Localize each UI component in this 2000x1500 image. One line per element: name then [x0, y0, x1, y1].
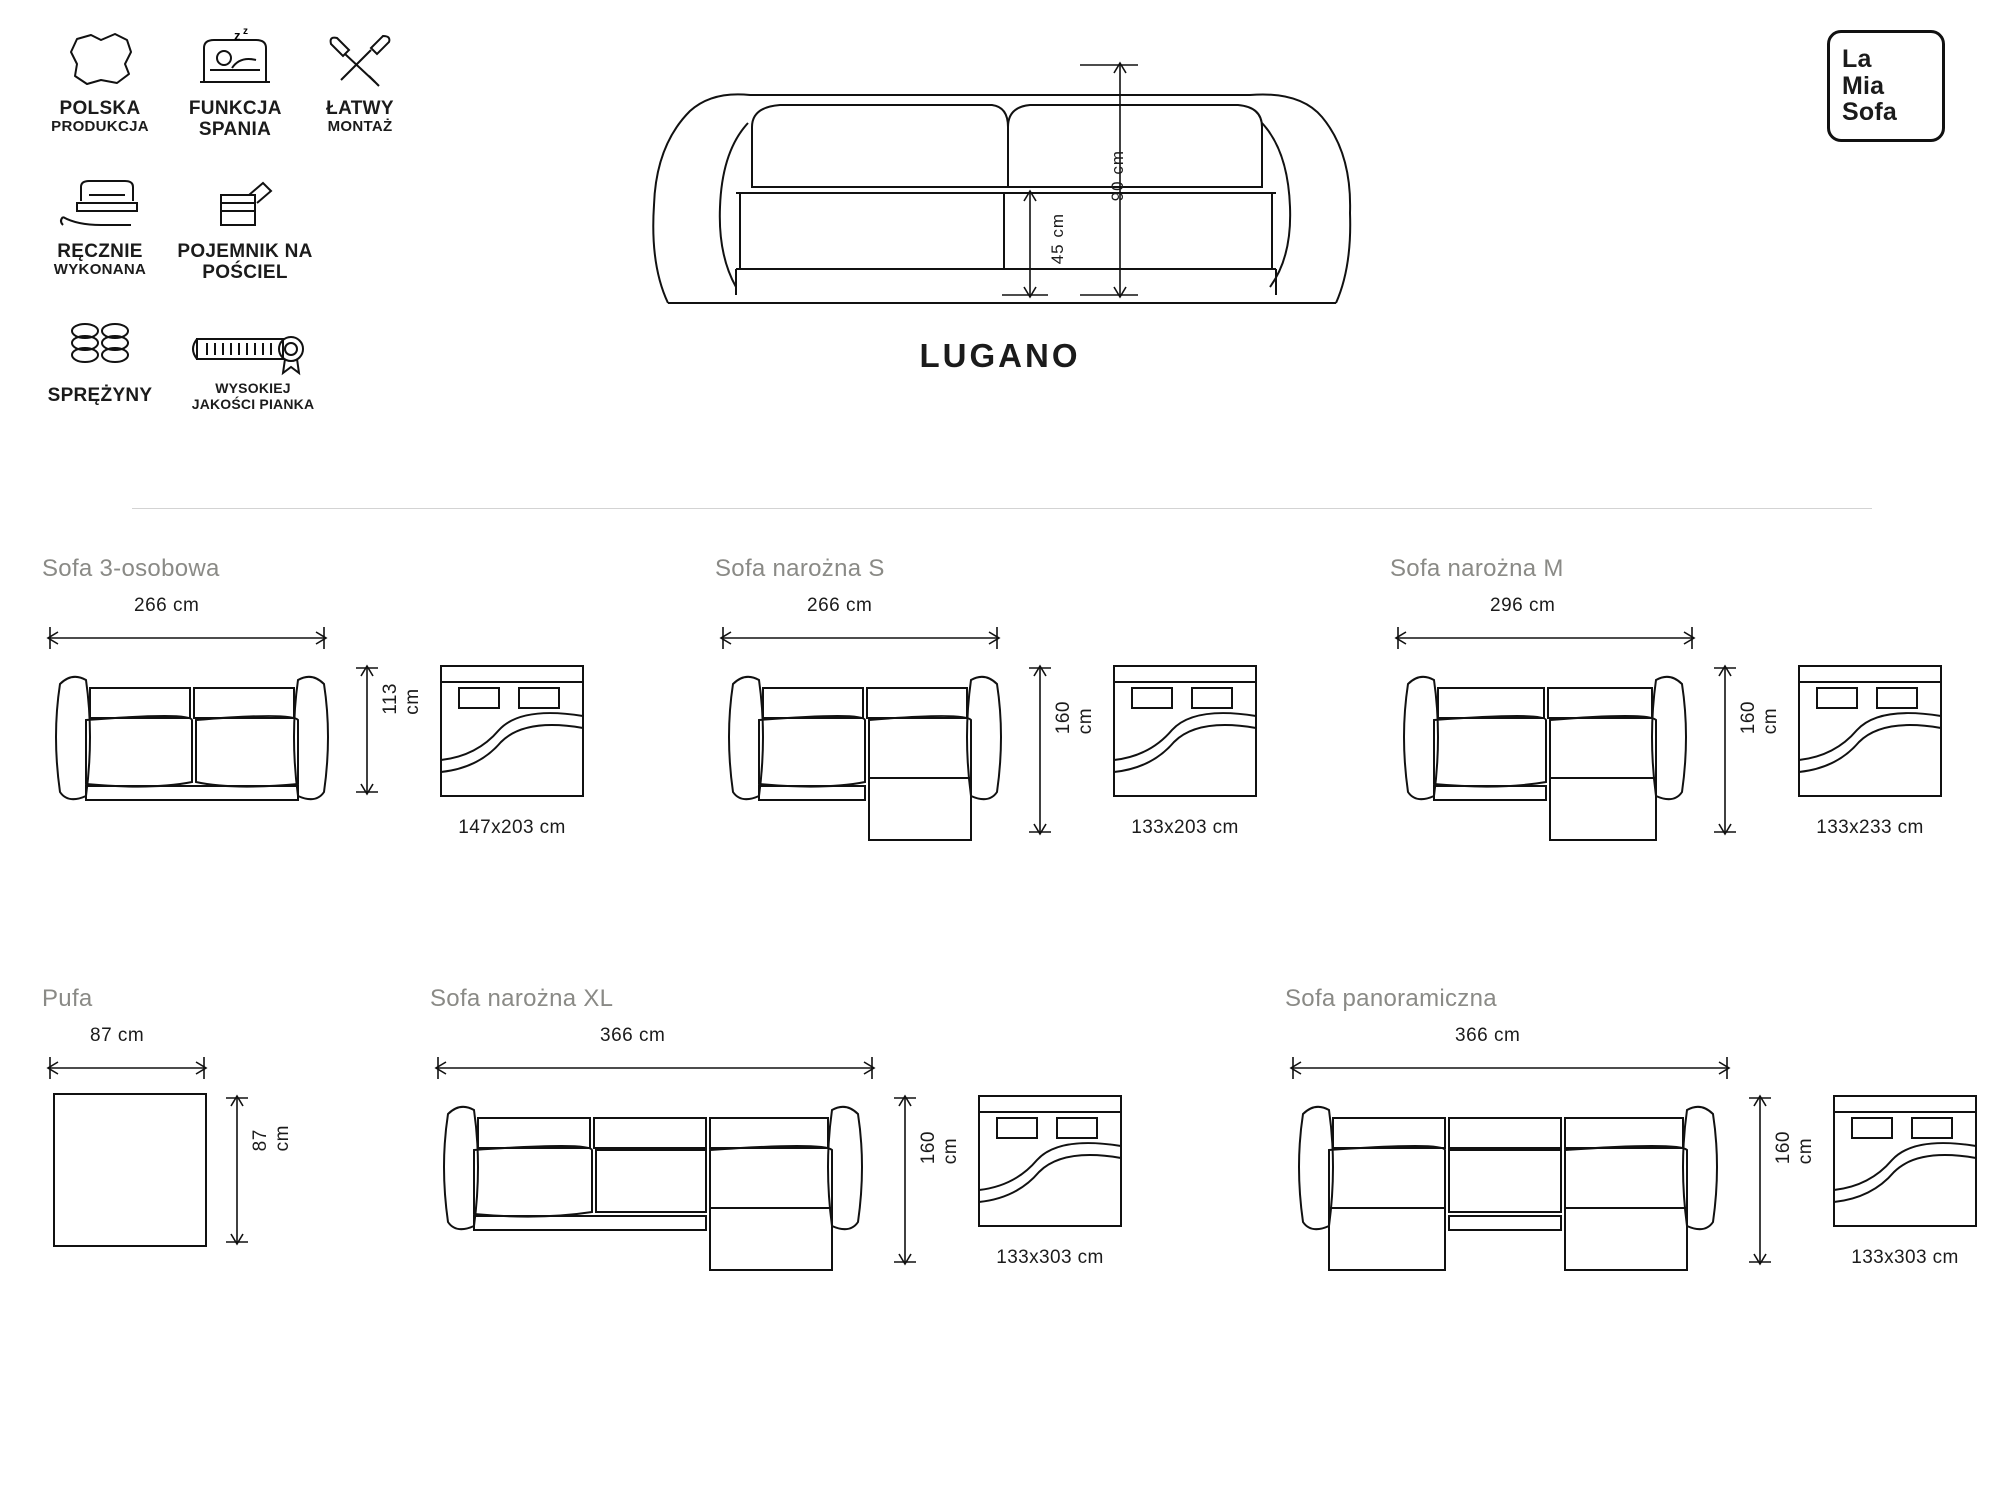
- variant-depth-label: 160 cm: [1738, 701, 1781, 735]
- bed-size-label: 133x303 cm: [1851, 1247, 1959, 1268]
- feature-recznie-wykonana: [30, 163, 170, 284]
- pouf-top-view: [50, 1090, 210, 1250]
- variant-title: Pufa: [42, 985, 93, 1012]
- variant-sofa-narozna-m: [1390, 555, 1990, 838]
- logo-line-2: Mia: [1842, 71, 1885, 100]
- feature-wysokiej-jakosci-pianka: [178, 307, 328, 412]
- variant-depth-label: 87 cm: [250, 1125, 293, 1152]
- width-dimension-line: [715, 625, 1005, 651]
- width-dimension-line: [1390, 625, 1700, 651]
- feature-line1: WYSOKIEJ: [215, 380, 291, 397]
- logo-line-1: La: [1842, 45, 1872, 74]
- variant-sofa-narozna-xl: [430, 985, 1104, 1268]
- feature-row-2: [30, 163, 460, 284]
- feature-line1: FUNKCJA: [188, 98, 282, 119]
- logo-line-3: Sofa: [1842, 98, 1897, 127]
- feature-sprezyny: [30, 307, 170, 412]
- sleeping-person-icon: [170, 20, 300, 92]
- feature-icon-group: [30, 20, 460, 412]
- depth-dimension-line: [354, 660, 380, 800]
- feature-row-3: [30, 307, 460, 412]
- bed-top-view: [437, 660, 587, 800]
- bed-size-label: 133x233 cm: [1816, 817, 1924, 838]
- depth-dimension-line: [1747, 1090, 1773, 1270]
- width-dimension-line: [42, 1055, 212, 1081]
- bed-top-view: [1830, 1090, 1980, 1230]
- variant-width-label: 87 cm: [90, 1025, 145, 1046]
- feature-caption: [170, 98, 300, 141]
- variant-sofa-panoramiczna: [1285, 985, 1985, 1268]
- poland-map-icon: [30, 20, 170, 92]
- feature-polska-produkcja: [30, 20, 170, 141]
- hero-sofa-illustration: [640, 55, 1360, 375]
- sofa-top-view: [440, 1090, 880, 1280]
- variant-title: Sofa narożna XL: [430, 985, 614, 1012]
- sofa-top-view: [52, 660, 342, 820]
- variant-width-label: 366 cm: [600, 1025, 666, 1046]
- variant-sofa-3-osobowa: [42, 555, 642, 838]
- variant-width-label: 266 cm: [807, 595, 873, 616]
- variant-depth-label: 160 cm: [1773, 1131, 1816, 1165]
- depth-dimension-line: [1712, 660, 1738, 840]
- feature-caption: [178, 381, 328, 412]
- width-dimension-line: [42, 625, 332, 651]
- variant-title: Sofa narożna S: [715, 555, 885, 582]
- feature-line2: NA POŚCIEL: [202, 240, 313, 283]
- bed-size-label: 133x203 cm: [1131, 817, 1239, 838]
- tools-icon: [300, 20, 420, 92]
- sofa-top-view: [725, 660, 1015, 850]
- feature-latwy-montaz: [300, 20, 420, 141]
- variant-sofa-narozna-s: [715, 555, 1335, 838]
- feature-line2: WYKONANA: [53, 260, 147, 278]
- product-name: LUGANO: [919, 337, 1081, 374]
- width-dimension-line: [430, 1055, 880, 1081]
- bed-top-view: [1110, 660, 1260, 800]
- feature-line2: MONTAŻ: [327, 118, 393, 136]
- bed-top-view: [975, 1090, 1125, 1230]
- depth-dimension-line: [1027, 660, 1053, 840]
- feature-caption: [300, 98, 420, 136]
- sofa-top-view: [1295, 1090, 1735, 1280]
- feature-funkcja-spania: [170, 20, 300, 141]
- bed-size-label: 147x203 cm: [458, 817, 566, 838]
- variant-width-label: 296 cm: [1490, 595, 1556, 616]
- variant-pufa: [42, 985, 342, 1152]
- hero-height-seat-label: 45 cm: [1048, 213, 1067, 265]
- feature-row-1: [30, 20, 460, 141]
- feature-caption: [170, 241, 320, 284]
- feature-line2: SPANIA: [198, 119, 272, 141]
- bed-size-label: 133x303 cm: [996, 1247, 1104, 1268]
- feature-line1: ŁATWY: [326, 98, 394, 119]
- variant-title: Sofa panoramiczna: [1285, 985, 1497, 1012]
- foam-roll-icon: [178, 307, 328, 379]
- variant-width-label: 266 cm: [134, 595, 200, 616]
- hero-height-total-label: 90 cm: [1108, 150, 1127, 202]
- variant-title: Sofa 3-osobowa: [42, 555, 220, 582]
- section-divider: [132, 508, 1872, 509]
- sofa-top-view: [1400, 660, 1700, 850]
- bedding-storage-icon: [170, 163, 320, 235]
- depth-dimension-line: [892, 1090, 918, 1270]
- variant-title: Sofa narożna M: [1390, 555, 1564, 582]
- variant-depth-label: 160 cm: [918, 1131, 961, 1165]
- svg-text:z: z: [243, 26, 248, 37]
- feature-caption: [30, 241, 170, 279]
- bed-top-view: [1795, 660, 1945, 800]
- feature-line1: POLSKA: [59, 98, 141, 119]
- variant-width-label: 366 cm: [1455, 1025, 1521, 1046]
- variant-depth-label: 113 cm: [380, 683, 423, 715]
- feature-line1: RĘCZNIE: [57, 240, 143, 262]
- svg-text:z: z: [234, 28, 241, 43]
- brand-logo: [1827, 30, 1945, 142]
- width-dimension-line: [1285, 1055, 1735, 1081]
- feature-caption: [30, 385, 170, 406]
- feature-pojemnik-na-posciel: [170, 163, 320, 284]
- feature-caption: [30, 98, 170, 136]
- feature-line1: SPRĘŻYNY: [47, 385, 153, 407]
- variant-depth-label: 160 cm: [1053, 701, 1096, 735]
- depth-dimension-line: [224, 1090, 250, 1250]
- feature-line1: POJEMNIK: [177, 240, 279, 262]
- feature-line2: JAKOŚCI PIANKA: [191, 395, 315, 412]
- feature-line2: PRODUKCJA: [51, 118, 149, 136]
- hand-sofa-icon: [30, 163, 170, 235]
- springs-icon: [30, 307, 170, 379]
